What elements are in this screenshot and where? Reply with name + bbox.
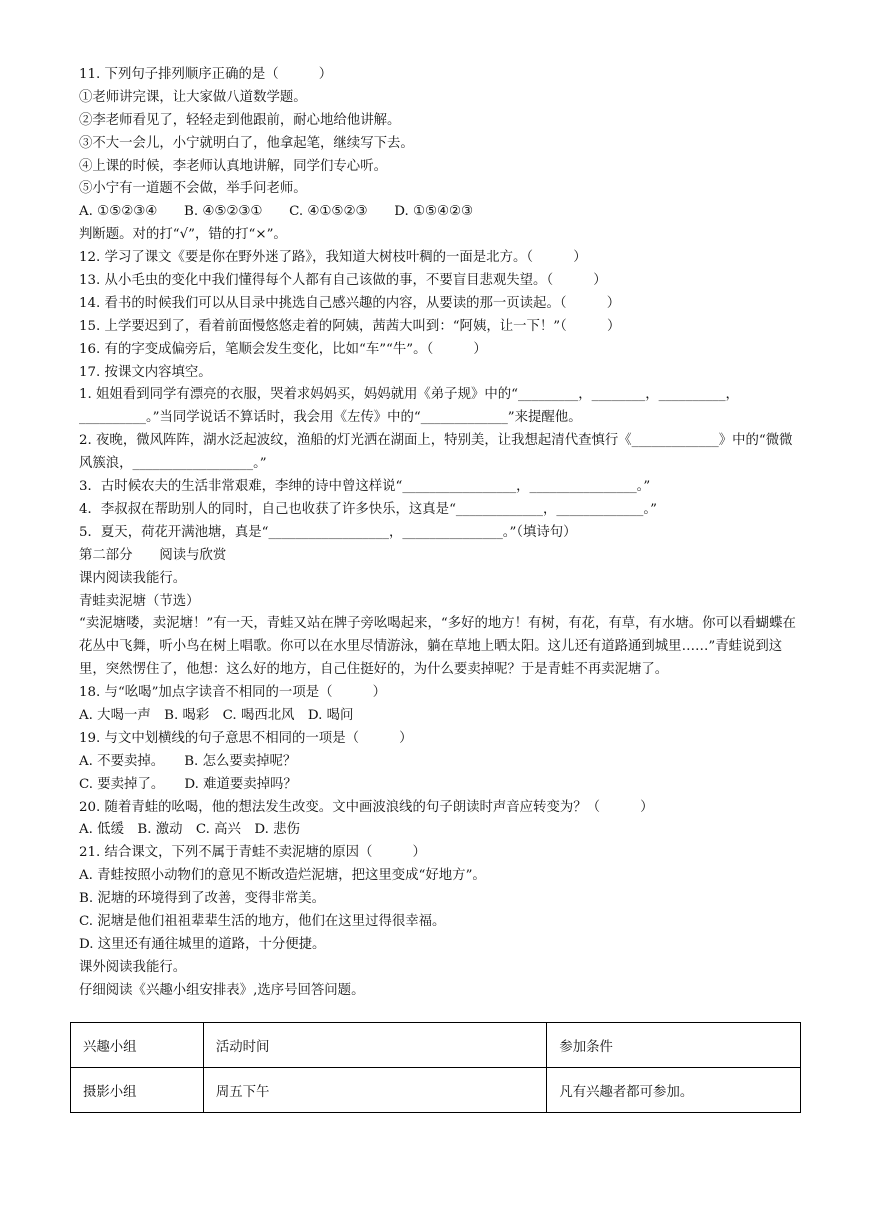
true-false-instructions: 判断题。对的打“√”，错的打“×”。 — [79, 227, 287, 243]
sentence-4: ④上课的时候，李老师认真地讲解，同学们专心听。 — [79, 158, 387, 174]
question-15: 15. 上学要迟到了，看着前面慢悠悠走着的阿姨，茜茜大叫到：“阿姨，让一下！”（ ） — [79, 318, 621, 334]
fill-in-2: 2. 夜晚，微风阵阵，湖水泛起波纹，渔船的灯光洒在湖面上，特别美，让我想起清代查慎行《_____________》中的“微微风簇浪，__________________。” — [79, 433, 793, 472]
fill-in-5: 5．夏天，荷花开满池塘，真是“__________________，_______________。”（填诗句） — [79, 524, 577, 540]
header-condition: 参加条件 — [547, 1023, 801, 1068]
question-21: 21. 结合课文，下列不属于青蛙不卖泥塘的原因（ ） — [79, 845, 426, 861]
question-19: 19. 与文中划横线的句子意思不相同的一项是（ ） — [79, 730, 413, 746]
question-20-options: A. 低缓 B. 激动 C. 高兴 D. 悲伤 — [79, 822, 300, 838]
question-21-option-a: A. 青蛙按照小动物们的意见不断改造烂泥塘，把这里变成“好地方”。 — [79, 868, 486, 884]
question-19-options-ab: A. 不要卖掉。 B. 怎么要卖掉呢？ — [79, 753, 297, 769]
question-11-stem: 11. 下列句子排列顺序正确的是（ ） — [79, 67, 333, 82]
extracurricular-reading-heading: 课外阅读我能行。 — [79, 959, 187, 975]
question-12: 12. 学习了课文《要是你在野外迷了路》，我知道大树枝叶稠的一面是北方。（ ） — [79, 250, 587, 266]
question-18-options: A. 大喝一声 B. 喝彩 C. 喝西北风 D. 喝问 — [79, 708, 354, 724]
question-text-block — [79, 64, 804, 1003]
sentence-5: ⑤小宁有一道题不会做，举手问老师。 — [79, 181, 307, 197]
sentence-3: ③不大一会儿，小宁就明白了，他拿起笔，继续写下去。 — [79, 135, 414, 151]
question-20: 20. 随着青蛙的吆喝，他的想法发生改变。文中画波浪线的句子朗读时声音应转变为？（ ） — [79, 799, 654, 815]
header-group: 兴趣小组 — [71, 1023, 204, 1068]
table-instructions: 仔细阅读《兴趣小组安排表》,选序号回答问题。 — [79, 982, 365, 998]
question-21-option-c: C. 泥塘是他们祖祖辈辈生活的地方，他们在这里过得很幸福。 — [79, 914, 446, 930]
question-14: 14. 看书的时候我们可以从目录中挑选自己感兴趣的内容，从要读的那一页读起。（ ） — [79, 295, 621, 311]
fill-in-4: 4．李叔叔在帮助别人的同时，自己也收获了许多快乐，这真是“_____________，_____________。” — [79, 501, 657, 517]
cell-condition: 凡有兴趣者都可参加。 — [547, 1068, 801, 1113]
question-17-stem: 17. 按课文内容填空。 — [79, 364, 212, 380]
passage-title: 青蛙卖泥塘（节选） — [79, 593, 200, 609]
question-16: 16. 有的字变成偏旁后，笔顺会发生变化，比如“车”“牛”。（ ） — [79, 341, 487, 357]
interest-group-table — [70, 1022, 801, 1113]
cell-group: 摄影小组 — [71, 1068, 204, 1113]
question-13: 13. 从小毛虫的变化中我们懂得每个人都有自己该做的事，不要盲目悲观失望。（ ） — [79, 273, 607, 289]
question-21-option-d: D. 这里还有通往城里的道路，十分便捷。 — [79, 936, 326, 952]
passage-body: “卖泥塘喽，卖泥塘！”有一天，青蛙又站在牌子旁吆喝起来，“多好的地方！有树，有花，有草，有水塘。你可以看蝴蝶在花丛中飞舞，听小鸟在树上唱歌。你可以在水里尽情游泳，躺在草地上晒太阳。这儿还有道路通到城里……”青蛙说到这里，突然愣住了，他想：这么好的地方，自己住挺好的，为什么要卖掉呢？于是青蛙不再卖泥塘了。 — [79, 616, 796, 678]
sentence-1: ①老师讲完课，让大家做八道数学题。 — [79, 89, 307, 105]
table-row — [71, 1068, 801, 1113]
table-header-row — [71, 1023, 801, 1068]
section-2-heading: 第二部分 阅读与欣赏 — [79, 547, 227, 563]
question-18: 18. 与“吆喝”加点字读音不相同的一项是（ ） — [79, 685, 387, 701]
sentence-2: ②李老师看见了，轻轻走到他跟前，耐心地给他讲解。 — [79, 112, 401, 128]
fill-in-3: 3．古时候农夫的生活非常艰难，李绅的诗中曾这样说“_________________，________________。” — [79, 479, 651, 495]
cell-time: 周五下午 — [203, 1068, 547, 1113]
header-time: 活动时间 — [203, 1023, 547, 1068]
question-21-option-b: B. 泥塘的环境得到了改善，变得非常美。 — [79, 891, 325, 907]
question-11-options: A. ①⑤②③④ B. ④⑤②③① C. ④①⑤②③ D. ①⑤④②③ — [79, 204, 474, 220]
question-19-options-cd: C. 要卖掉了。 D. 难道要卖掉吗？ — [79, 776, 297, 792]
fill-in-1: 1. 姐姐看到同学有漂亮的衣服，哭着求妈妈买，妈妈就用《弟子规》中的“_________，________，__________，__________。”当同学说话不算话时，我会用《左传》中的“_____________”来提醒他。 — [79, 387, 739, 426]
in-class-reading-heading: 课内阅读我能行。 — [79, 570, 187, 586]
